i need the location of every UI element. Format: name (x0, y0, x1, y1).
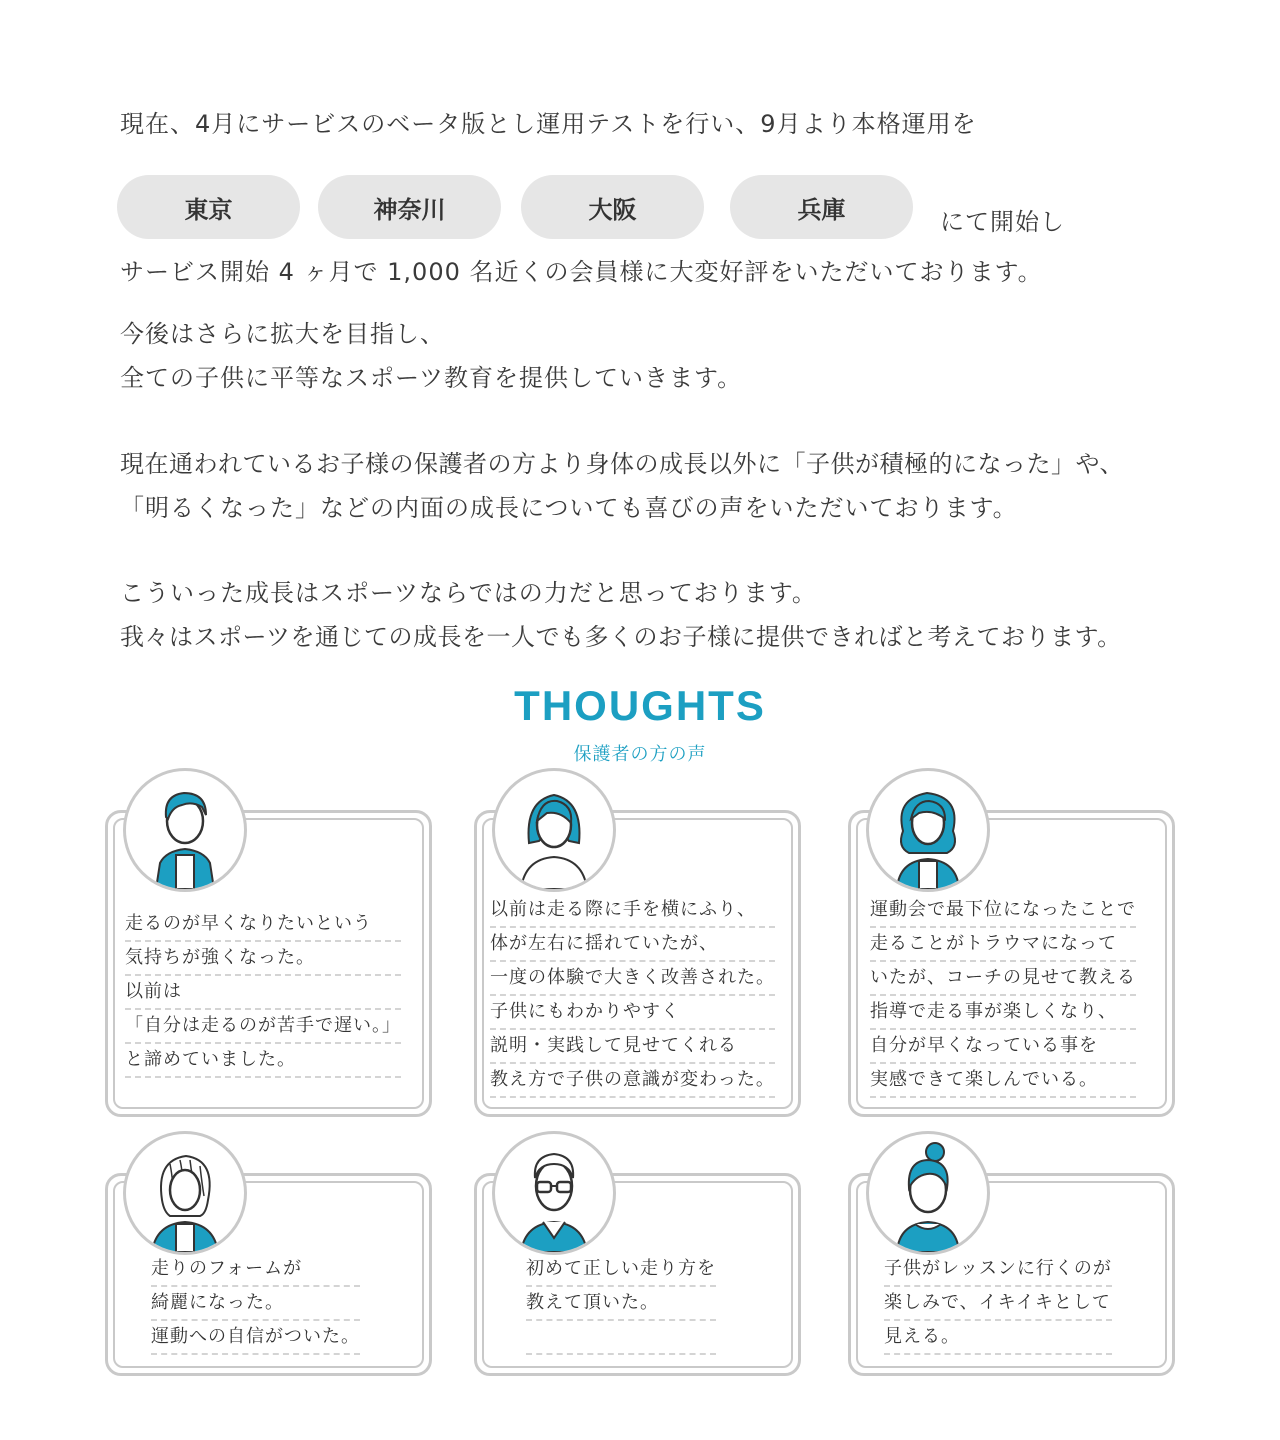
testimonial-text (490, 894, 775, 1098)
thoughts-title: THOUGHTS (514, 682, 766, 729)
testimonial-line: 気持ちが強くなった。 (125, 942, 401, 976)
testimonial-card (848, 810, 1175, 1117)
woman-curly-avatar-icon (866, 768, 990, 892)
testimonial-line: 見える。 (884, 1321, 1112, 1355)
regions-suffix: にて開始し (940, 208, 1065, 236)
body-p2-line-1: 現在通われているお子様の保護者の方より身体の成長以外に「子供が積極的になった」や、 (120, 450, 1125, 478)
testimonial-text (870, 894, 1136, 1098)
testimonial-line: 体が左右に揺れていたが、 (490, 928, 775, 962)
testimonial-line: いたが、コーチの見せて教える (870, 962, 1136, 996)
testimonial-line: 教え方で子供の意識が変わった。 (490, 1064, 775, 1098)
testimonial-line: 綺麗になった。 (151, 1287, 360, 1321)
testimonial-line: 走るのが早くなりたいという (125, 908, 401, 942)
body-paragraph-1 (120, 312, 742, 400)
testimonial-line: 一度の体験で大きく改善された。 (490, 962, 775, 996)
testimonial-line: 子供がレッスンに行くのが (884, 1253, 1112, 1287)
woman-wavy-avatar-icon (123, 1131, 247, 1255)
body-p2-line-2: 「明るくなった」などの内面の成長についても喜びの声をいただいております。 (120, 494, 1018, 522)
testimonial-line: 実感できて楽しんでいる。 (870, 1064, 1136, 1098)
testimonial-line: 以前は (125, 976, 401, 1010)
region-tag-tokyo: 東京 (117, 175, 300, 239)
man-jacket-avatar-icon (123, 768, 247, 892)
region-tag-kanagawa: 神奈川 (318, 175, 501, 239)
testimonial-line: 「自分は走るのが苦手で遅い。」 (125, 1010, 401, 1044)
testimonial-line: と諦めていました。 (125, 1044, 401, 1078)
testimonial-card (105, 1173, 432, 1376)
testimonial-text (884, 1253, 1112, 1355)
region-tag-osaka: 大阪 (521, 175, 704, 239)
body-paragraph-3 (120, 571, 1122, 659)
region-tag-hyogo: 兵庫 (730, 175, 913, 239)
body-p3-line-1: こういった成長はスポーツならではの力だと思っております。 (120, 579, 817, 607)
body-p1-line-2: 全ての子供に平等なスポーツ教育を提供していきます。 (120, 364, 743, 392)
testimonial-card (474, 1173, 801, 1376)
testimonial-line: 初めて正しい走り方を (526, 1253, 716, 1287)
woman-bob-avatar-icon (492, 768, 616, 892)
testimonial-line: 走りのフォームが (151, 1253, 360, 1287)
testimonial-line: 走ることがトラウマになって (870, 928, 1136, 962)
testimonial-text (526, 1253, 716, 1355)
testimonial-card (105, 810, 432, 1117)
testimonial-line: 説明・実践して見せてくれる (490, 1030, 775, 1064)
testimonial-empty-line (526, 1321, 716, 1355)
body-paragraph-2 (120, 442, 1124, 530)
testimonial-line: 運動への自信がついた。 (151, 1321, 360, 1355)
thoughts-subtitle: 保護者の方の声 (573, 744, 707, 765)
body-p1-line-1: 今後はさらに拡大を目指し、 (120, 320, 445, 348)
testimonial-line: 運動会で最下位になったことで (870, 894, 1136, 928)
testimonial-line: 指導で走る事が楽しくなり、 (870, 996, 1136, 1030)
testimonial-text (151, 1253, 360, 1355)
testimonial-card (474, 810, 801, 1117)
testimonial-line: 子供にもわかりやすく (490, 996, 775, 1030)
woman-bun-avatar-icon (866, 1131, 990, 1255)
man-glasses-avatar-icon (492, 1131, 616, 1255)
testimonial-line: 教えて頂いた。 (526, 1287, 716, 1321)
intro-line-2: サービス開始 4 ヶ月で 1,000 名近くの会員様に大変好評をいただいております。 (120, 258, 1043, 286)
testimonial-text (125, 908, 401, 1078)
testimonial-card (848, 1173, 1175, 1376)
body-p3-line-2: 我々はスポーツを通じての成長を一人でも多くのお子様に提供できればと考えております。 (120, 623, 1122, 651)
testimonial-line: 楽しみで、イキイキとして (884, 1287, 1112, 1321)
testimonial-line: 自分が早くなっている事を (870, 1030, 1136, 1064)
intro-line-1: 現在、4月にサービスのベータ版とし運用テストを行い、9月より本格運用を (120, 110, 977, 138)
testimonial-line: 以前は走る際に手を横にふり、 (490, 894, 775, 928)
